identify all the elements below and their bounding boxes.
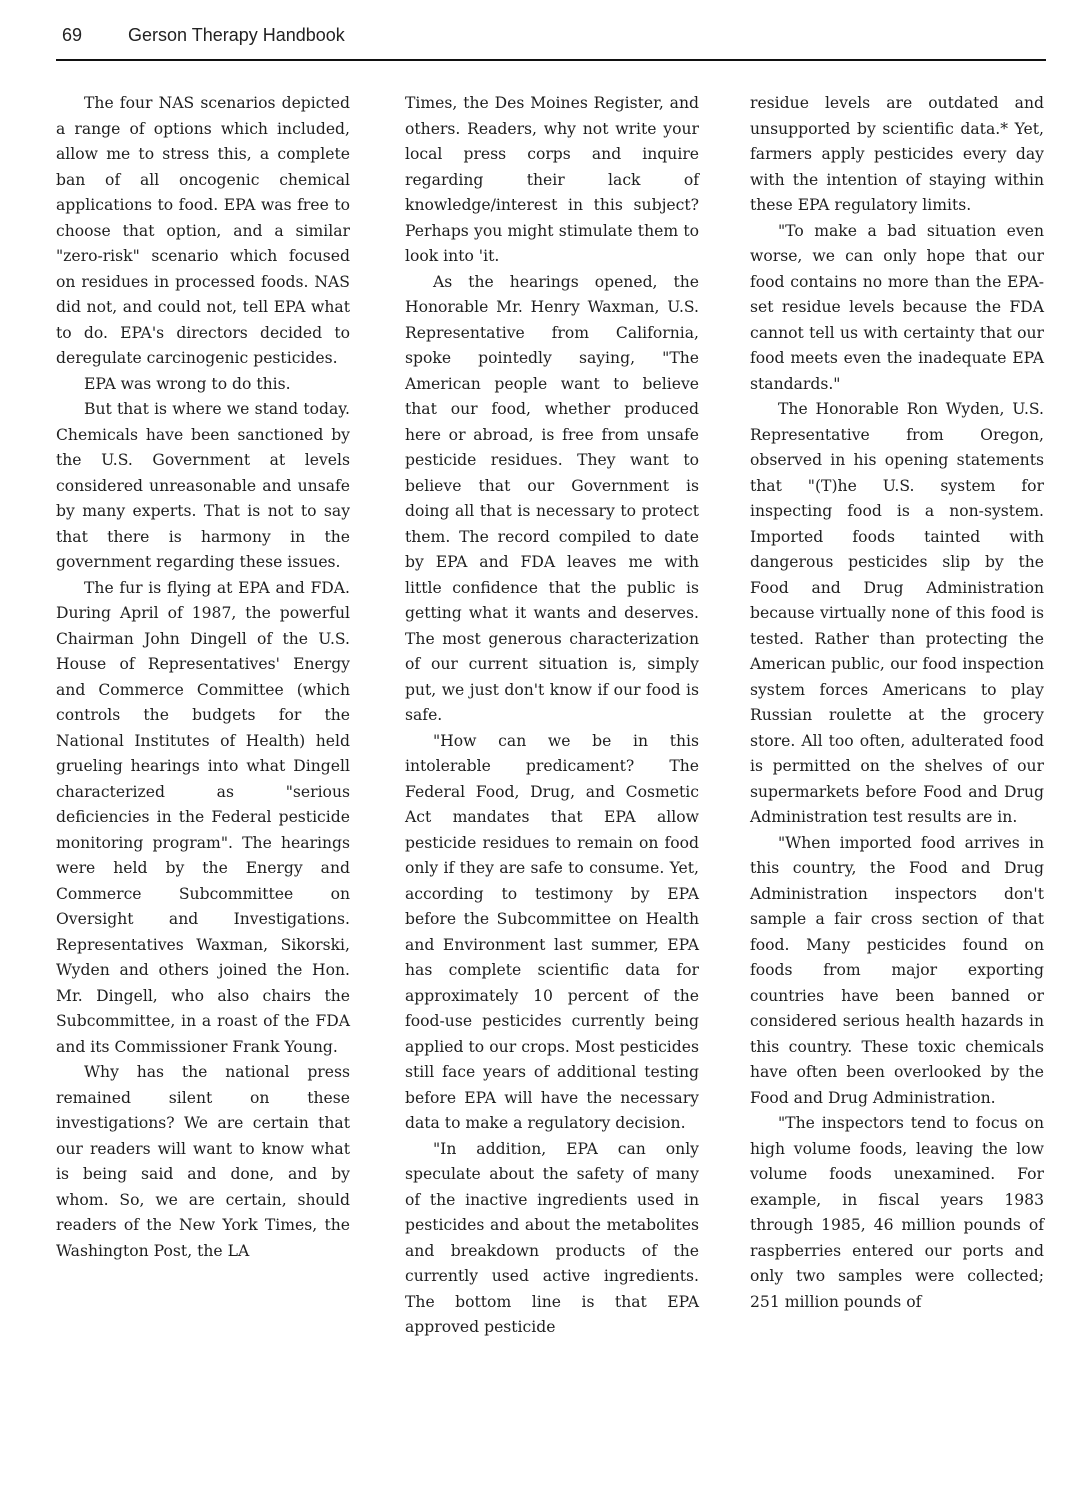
paragraph: The four NAS scenarios depicted a range of options which included, allow me to stress this, a complete ban of all oncogenic chemical applications to food. EPA was free to choose that option, and a similar "zero-risk" scenario which focused on residues in processed foods. NAS did not, and could not, tell EPA what to do. EPA's directors decided to deregulate carcinogenic pesticides. xyxy=(56,94,350,367)
page-number: 69 xyxy=(62,25,83,45)
running-header xyxy=(56,22,1046,50)
paragraph: EPA was wrong to do this. xyxy=(84,374,291,393)
paragraph: "When imported food arrives in this country, the Food and Drug Administration inspectors don't sample a fair cross section of that food. Many pesticides found on foods from major exporting countries have been banned or considered serious health hazards in this country. These toxic chemicals have often been overlooked by the Food and Drug Administration. xyxy=(750,833,1044,1107)
paragraph: Why has the national press remained silent on these investigations? We are certain that our readers will want to know what is being said and done, and by whom. So, we are certain, should readers of the New York Times, the Washington Post, the LA xyxy=(56,1063,350,1260)
header-rule xyxy=(56,59,1046,61)
running-title: Gerson Therapy Handbook xyxy=(128,25,345,45)
paragraph: "The inspectors tend to focus on high volume foods, leaving the low volume foods unexamined. For example, in fiscal years 1983 through 1985, 46 million pounds of raspberries entered our ports and only two samples were collected; 251 million pounds of xyxy=(750,1114,1044,1311)
paragraph: The fur is flying at EPA and FDA. During April of 1987, the powerful Chairman John Dingell of the U.S. House of Representatives' Energy and Commerce Committee (which controls the budgets for the National Institutes of Health) held grueling hearings into what Dingell characterized as "serious deficiencies in the Federal pesticide monitoring program". The hearings were held by the Energy and Commerce Subcommittee on Oversight and Investigations. Representatives Waxman, Sikorski, Wyden and others joined the Hon. Mr. Dingell, who also chairs the Subcommittee, in a roast of the FDA and its Commissioner Frank Young. xyxy=(56,578,350,1056)
text-column-2 xyxy=(405,91,699,1341)
text-column-3 xyxy=(750,91,1044,1315)
paragraph: The Honorable Ron Wyden, U.S. Representative from Oregon, observed in his opening statements that "(T)he U.S. system for inspecting food is a non-system. Imported foods tainted with dangerous pesticides slip by the Food and Drug Administration because virtually none of this food is tested. Rather than protecting the American public, our food inspection system forces Americans to play Russian roulette at the grocery store. All too often, adulterated food is permitted on the shelves of our supermarkets before Food and Drug Administration test results are in. xyxy=(750,400,1044,826)
paragraph: As the hearings opened, the Honorable Mr. Henry Waxman, U.S. Representative from California, spoke pointedly saying, "The American people want to believe that our food, whether produced here or abroad, is free from unsafe pesticide residues. They want to believe that our Government is doing all that is necessary to protect them. The record compiled to date by EPA and FDA leaves me with little confidence that the public is getting what it wants and deserves. The most generous characterization of our current situation is, simply put, we just don't know if our food is safe. xyxy=(405,272,699,724)
paragraph: "To make a bad situation even worse, we can only hope that our food contains no more than the EPA-set residue levels because the FDA cannot tell us with certainty that our food meets even the inadequate EPA standards." xyxy=(750,221,1044,393)
paragraph: residue levels are outdated and unsupported by scientific data.* Yet, farmers apply pesticides every day with the intention of staying within these EPA regulatory limits. xyxy=(750,94,1044,214)
paragraph: "How can we be in this intolerable predicament? The Federal Food, Drug, and Cosmetic Act mandates that EPA allow pesticide residues to remain on food only if they are safe to consume. Yet, according to testimony by EPA before the Subcommittee on Health and Environment last summer, EPA has complete scientific data for approximately 10 percent of the food-use pesticides currently being applied to our crops. Most pesticides still face years of additional testing before EPA will have the necessary data to make a regulatory decision. xyxy=(405,731,699,1132)
paragraph: Times, the Des Moines Register, and others. Readers, why not write your local press corps and inquire regarding their lack of knowledge/interest in this subject? Perhaps you might stimulate them to look into 'it. xyxy=(405,94,699,265)
paragraph: But that is where we stand today. Chemicals have been sanctioned by the U.S. Government at levels considered unreasonable and unsafe by many experts. That is not to say that there is harmony in the government regarding these issues. xyxy=(56,400,350,571)
text-column-1 xyxy=(56,91,350,1264)
paragraph: "In addition, EPA can only speculate about the safety of many of the inactive ingredients used in pesticides and about the metabolites and breakdown products of the currently used active ingredients. The bottom line is that EPA approved pesticide xyxy=(405,1139,699,1336)
